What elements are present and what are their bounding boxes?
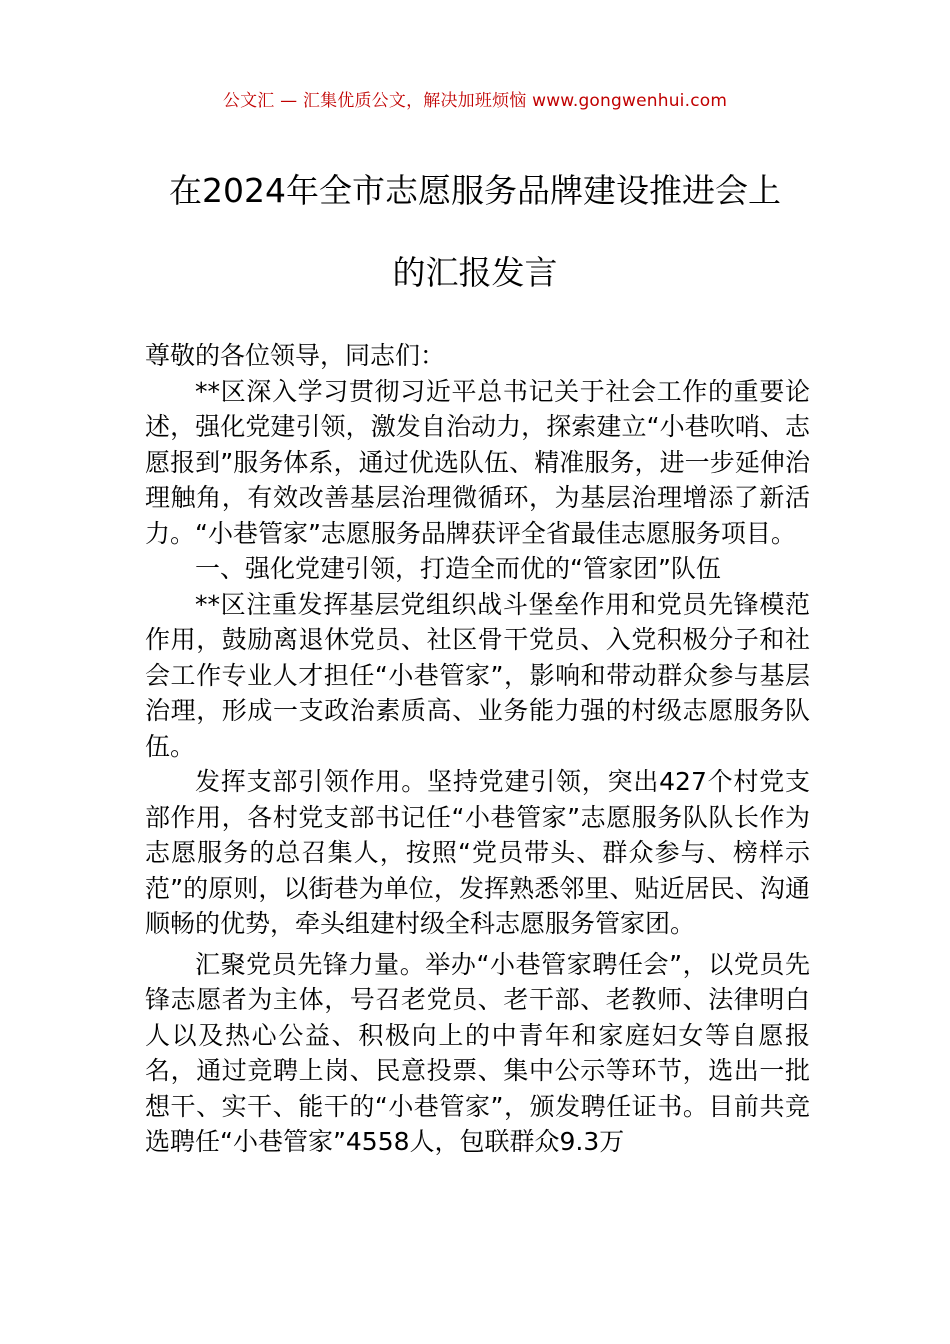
site-header-banner[interactable]: 公文汇 — 汇集优质公文，解决加班烦恼 www.gongwenhui.com: [222, 91, 728, 111]
section-heading-1: 一、强化党建引领，打造全而优的“管家团”队伍: [195, 554, 721, 583]
paragraph-branch-leading: 发挥支部引领作用。坚持党建引领，突出427个村党支部作用，各村党支部书记任“小巷管家”志愿服务队队长作为志愿服务的总召集人，按照“党员带头、群众参与、榜样示范”的原则，以街巷为单位，发挥熟悉邻里、贴近居民、沟通顺畅的优势，牵头组建村级全科志愿服务管家团。: [145, 767, 810, 938]
paragraph-section-1: **区注重发挥基层党组织战斗堡垒作用和党员先锋模范作用，鼓励离退休党员、社区骨干党员、入党积极分子和社会工作专业人才担任“小巷管家”，影响和带动群众参与基层治理，形成一支政治素质高、业务能力强的村级志愿服务队伍。: [145, 589, 810, 761]
paragraph-party-members: 汇聚党员先锋力量。举办“小巷管家聘任会”，以党员先锋志愿者为主体，号召老党员、老干部、老教师、法律明白人以及热心公益、积极向上的中青年和家庭妇女等自愿报名，通过竞聘上岗、民意投票、集中公示等环节，选出一批想干、实干、能干的“小巷管家”，颁发聘任证书。目前共竞选聘任“小巷管家”4558人，包联群众9.3万: [145, 949, 810, 1156]
title-line-1: 在2024年全市志愿服务品牌建设推进会上: [169, 171, 781, 210]
document-body: [145, 338, 810, 1160]
title-line-2: 的汇报发言: [392, 253, 558, 292]
document-title: [60, 150, 890, 314]
paragraph-intro: **区深入学习贯彻习近平总书记关于社会工作的重要论述，强化党建引领，激发自治动力，探索建立“小巷吹哨、志愿报到”服务体系，通过优选队伍、精准服务，进一步延伸治理触角，有效改善基层治理微循环，为基层治理增添了新活力。“小巷管家”志愿服务品牌获评全省最佳志愿服务项目。: [145, 376, 810, 548]
salutation: 尊敬的各位领导，同志们：: [145, 341, 446, 370]
